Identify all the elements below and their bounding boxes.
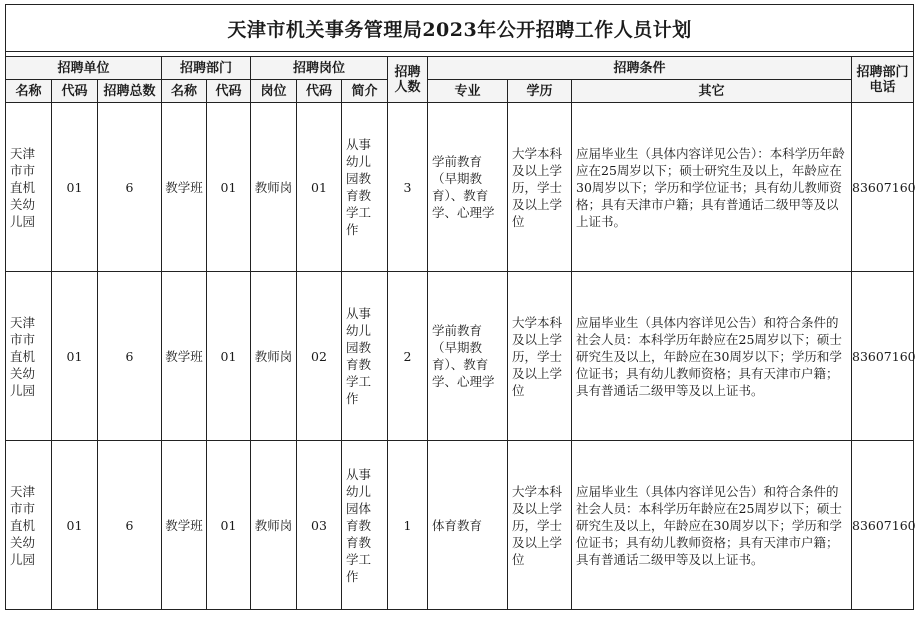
post-code-cell: 01	[297, 103, 342, 272]
header-dept-name: 名称	[162, 80, 207, 103]
dept-code-cell: 01	[207, 441, 251, 610]
header-unit-code: 代码	[52, 80, 98, 103]
header-unit: 招聘单位	[6, 57, 162, 80]
major-cell: 学前教育（早期教育）、教育学、心理学	[428, 103, 508, 272]
post-desc-cell: 从事幼儿园教育教学工作	[342, 103, 388, 272]
header-phone: 招聘部门电话	[852, 57, 914, 103]
recruitment-plan-table	[5, 4, 914, 610]
header-post-code: 代码	[297, 80, 342, 103]
major-cell: 学前教育（早期教育）、教育学、心理学	[428, 272, 508, 441]
header-major: 专业	[428, 80, 508, 103]
education-cell: 大学本科及以上学历，学士及以上学位	[508, 272, 572, 441]
phone-cell: 83607160	[852, 272, 914, 441]
other-cell: 应届毕业生（具体内容详见公告）和符合条件的社会人员：本科学历年龄应在25周岁以下；硕士研究生及以上，年龄应在30周岁以下；学历和学位证书；具有幼儿教师资格；具有天津市户籍；具有普通话二级甲等及以上证书。	[572, 441, 852, 610]
table-row	[6, 103, 914, 272]
header-dept-code: 代码	[207, 80, 251, 103]
phone-cell: 83607160	[852, 103, 914, 272]
unit-name-cell: 天津市市直机关幼儿园	[6, 441, 52, 610]
count-cell: 1	[388, 441, 428, 610]
unit-name-cell: 天津市市直机关幼儿园	[6, 272, 52, 441]
education-cell: 大学本科及以上学历，学士及以上学位	[508, 103, 572, 272]
count-cell: 2	[388, 272, 428, 441]
post-desc-cell: 从事幼儿园体育教育教学工作	[342, 441, 388, 610]
header-education: 学历	[508, 80, 572, 103]
dept-name-cell: 教学班	[162, 103, 207, 272]
table-row	[6, 272, 914, 441]
header-unit-total: 招聘总数	[98, 80, 162, 103]
other-cell: 应届毕业生（具体内容详见公告）和符合条件的社会人员：本科学历年龄应在25周岁以下；硕士研究生及以上，年龄应在30周岁以下；学历和学位证书；具有幼儿教师资格；具有天津市户籍；具有普通话二级甲等及以上证书。	[572, 272, 852, 441]
major-cell: 体育教育	[428, 441, 508, 610]
unit-total-cell: 6	[98, 441, 162, 610]
post-name-cell: 教师岗	[251, 272, 297, 441]
unit-total-cell: 6	[98, 272, 162, 441]
header-other: 其它	[572, 80, 852, 103]
post-name-cell: 教师岗	[251, 441, 297, 610]
page-title: 天津市机关事务管理局2023年公开招聘工作人员计划	[6, 5, 914, 52]
unit-total-cell: 6	[98, 103, 162, 272]
header-post-name: 岗位	[251, 80, 297, 103]
header-post-desc: 简介	[342, 80, 388, 103]
dept-name-cell: 教学班	[162, 272, 207, 441]
other-cell: 应届毕业生（具体内容详见公告）：本科学历年龄应在25周岁以下；硕士研究生及以上，年龄应在30周岁以下；学历和学位证书；具有幼儿教师资格；具有天津市户籍；具有普通话二级甲等及以上证书。	[572, 103, 852, 272]
post-desc-cell: 从事幼儿园教育教学工作	[342, 272, 388, 441]
unit-code-cell: 01	[52, 441, 98, 610]
unit-code-cell: 01	[52, 272, 98, 441]
dept-code-cell: 01	[207, 103, 251, 272]
header-unit-name: 名称	[6, 80, 52, 103]
table-row	[6, 441, 914, 610]
count-cell: 3	[388, 103, 428, 272]
post-name-cell: 教师岗	[251, 103, 297, 272]
header-count: 招聘人数	[388, 57, 428, 103]
phone-cell: 83607160	[852, 441, 914, 610]
dept-code-cell: 01	[207, 272, 251, 441]
unit-code-cell: 01	[52, 103, 98, 272]
dept-name-cell: 教学班	[162, 441, 207, 610]
post-code-cell: 03	[297, 441, 342, 610]
header-conditions: 招聘条件	[428, 57, 852, 80]
header-post: 招聘岗位	[251, 57, 388, 80]
education-cell: 大学本科及以上学历，学士及以上学位	[508, 441, 572, 610]
post-code-cell: 02	[297, 272, 342, 441]
header-dept: 招聘部门	[162, 57, 251, 80]
unit-name-cell: 天津市市直机关幼儿园	[6, 103, 52, 272]
